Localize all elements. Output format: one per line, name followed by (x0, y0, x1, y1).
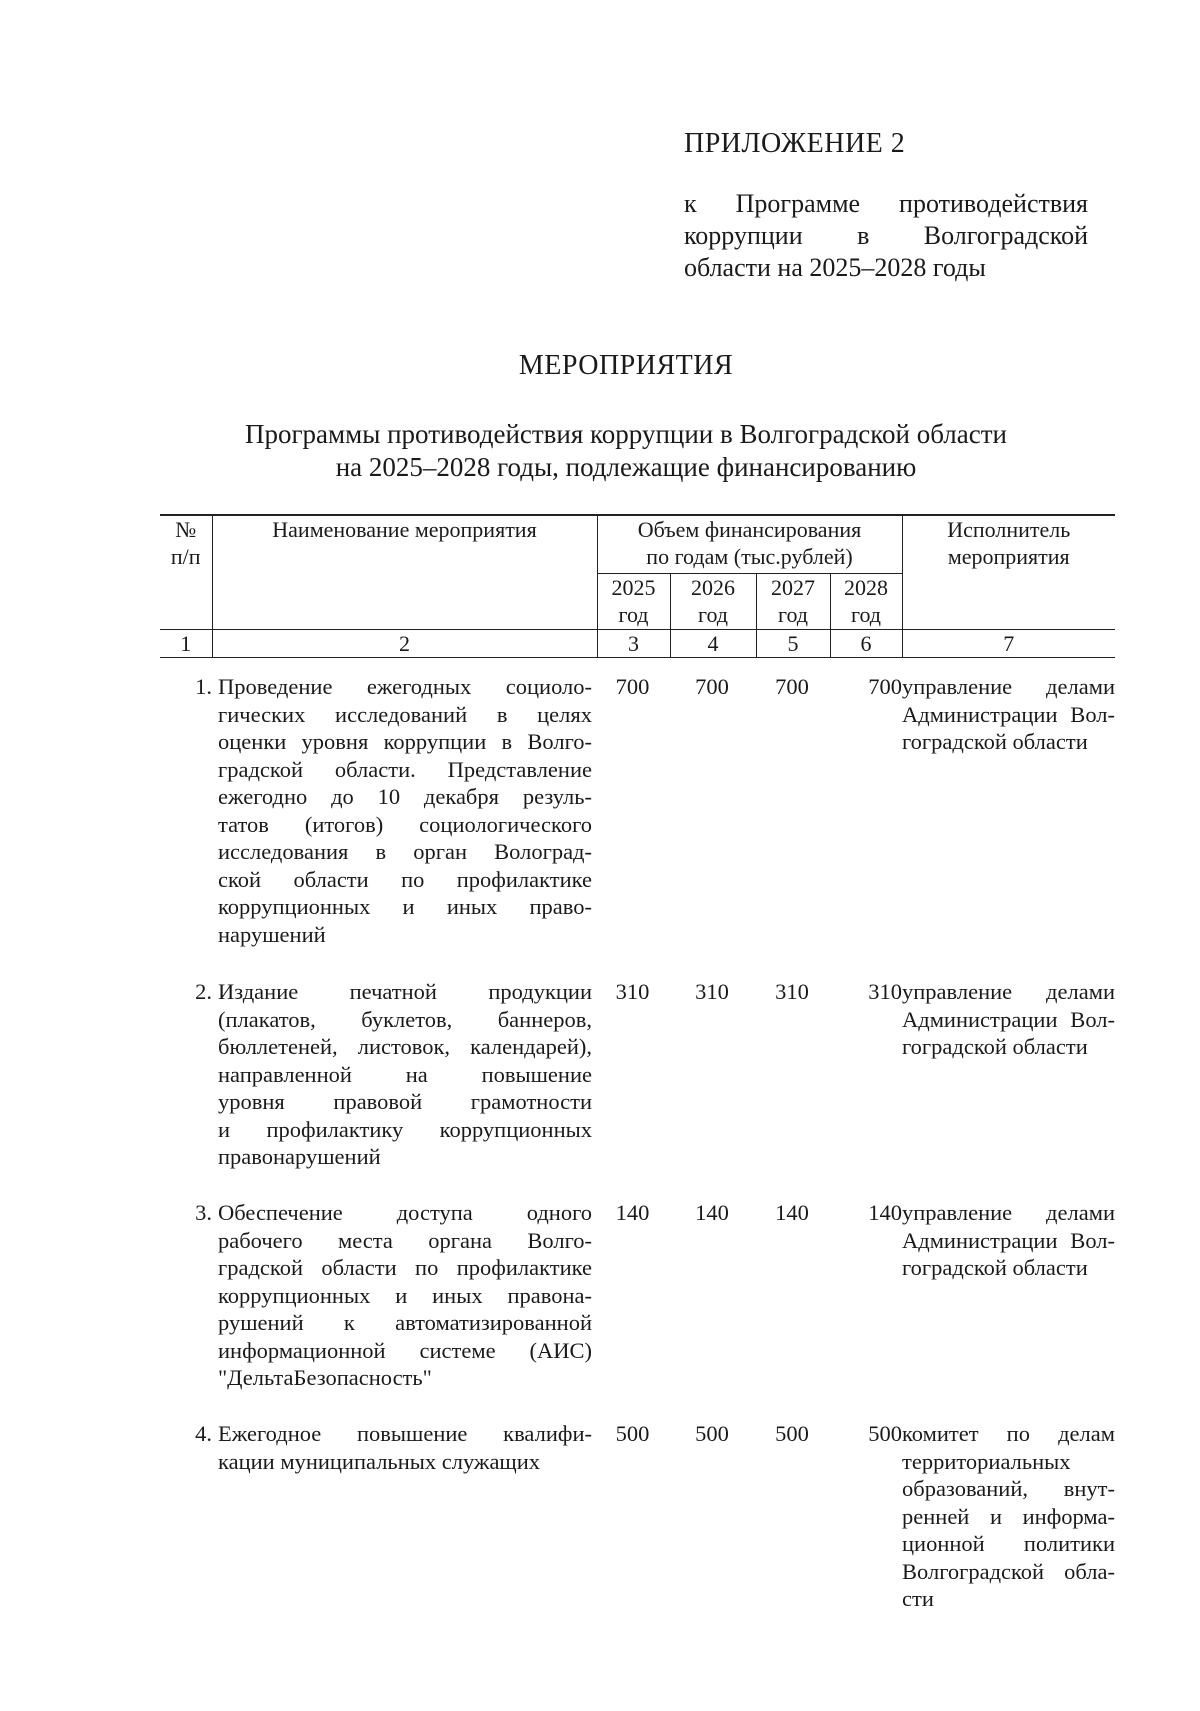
column-number: 4 (670, 629, 756, 657)
document-subtitle (0, 418, 1200, 484)
header-year-2028: 2028 год (830, 573, 902, 629)
row-name-line: нарушений (218, 921, 326, 947)
value-2028: 700 (868, 674, 902, 699)
row-executor-line: комитет по делам (902, 1421, 1115, 1446)
header-funding (597, 515, 902, 573)
appendix-subtitle (684, 188, 1088, 284)
row-executor-line: Администрации Вол- (902, 1227, 1115, 1253)
row-executor-line: Администрации Вол- (902, 701, 1115, 727)
row-name-line: кации муниципальных служащих (218, 1448, 541, 1474)
value-2026: 140 (695, 1200, 729, 1225)
row-name-line: градской области. Представление (218, 756, 592, 782)
row-name-line: коррупционных и иных правона- (218, 1282, 592, 1308)
value-2025: 700 (615, 674, 650, 699)
row-executor (902, 673, 1115, 756)
value-2027: 140 (775, 1200, 809, 1225)
row-name (218, 673, 592, 948)
row-name-line: градской области по профилактике (218, 1255, 592, 1280)
row-executor (902, 1420, 1115, 1613)
header-year-2026: 2026 год (670, 573, 756, 629)
header-year-2025: 2025 год (597, 573, 670, 629)
row-name-line: Проведение ежегодных социоло- (218, 674, 592, 699)
row-name-line: (плакатов, буклетов, баннеров, (218, 1006, 592, 1032)
row-name-line: исследования в орган Волоград- (218, 839, 592, 864)
table-header (160, 514, 1115, 658)
row-executor-line: управление делами (902, 1200, 1115, 1225)
row-number: 1. (195, 674, 212, 699)
row-name-line: информационной системе (АИС) (218, 1337, 592, 1363)
row-number: 3. (195, 1200, 212, 1225)
row-name-line: оценки уровня коррупции в Волго- (218, 729, 592, 754)
row-name-line: и профилактику коррупционных (218, 1116, 592, 1142)
appendix-line: коррупции в Волгоградской (684, 221, 1088, 250)
header-executor-line: мероприятия (947, 544, 1070, 569)
row-name-line: рабочего места органа Волго- (218, 1227, 592, 1253)
row-executor-line: ционной политики (902, 1531, 1115, 1556)
row-executor (902, 978, 1115, 1061)
header-executor (902, 515, 1115, 629)
header-year-2027: 2027 год (756, 573, 830, 629)
row-name-line: Издание печатной продукции (218, 979, 592, 1004)
row-number: 4. (195, 1421, 212, 1446)
row-name-line: ской области по профилактике (218, 866, 592, 892)
column-number: 2 (212, 629, 597, 657)
column-number: 7 (902, 629, 1115, 657)
header-funding-line: Объем финансирования (637, 517, 862, 542)
document-title: МЕРОПРИЯТИЯ (518, 350, 734, 381)
row-executor-line: Администрации Вол- (902, 1006, 1115, 1032)
appendix-title: ПРИЛОЖЕНИЕ 2 (684, 128, 906, 159)
header-executor-line: Исполнитель (947, 517, 1071, 542)
column-number: 6 (830, 629, 902, 657)
row-name-line: направленной на повышение (218, 1061, 592, 1087)
row-executor-line: ренней и информа- (902, 1503, 1115, 1529)
value-2025: 310 (615, 979, 650, 1004)
row-name-line: гических исследований в целях (218, 701, 592, 727)
column-number: 5 (756, 629, 830, 657)
row-name-line: правонарушений (218, 1144, 381, 1169)
row-name (218, 978, 592, 1171)
row-executor-line: гоградской области (902, 1034, 1088, 1059)
value-2027: 310 (775, 979, 809, 1004)
row-name-line: ежегодно до 10 декабря резуль- (218, 784, 592, 809)
value-2027: 700 (775, 674, 809, 699)
value-2028: 500 (868, 1421, 902, 1446)
row-name-line: татов (итогов) социологического (218, 811, 592, 837)
row-executor-line: управление делами (902, 674, 1115, 699)
value-2026: 700 (695, 674, 729, 699)
row-executor-line: гоградской области (902, 729, 1088, 754)
row-executor-line: территориальных (902, 1448, 1071, 1474)
row-executor-line: образований, внут- (902, 1476, 1115, 1501)
row-name-line: "ДельтаБезопасность" (218, 1365, 432, 1390)
row-name (218, 1199, 592, 1392)
value-2025: 500 (615, 1421, 650, 1446)
row-executor-line: Волгоградской обла- (902, 1558, 1115, 1584)
header-number-line: № (175, 517, 197, 542)
row-executor (902, 1199, 1115, 1282)
value-2026: 500 (695, 1421, 729, 1446)
value-2027: 500 (775, 1421, 809, 1446)
row-executor-line: сти (902, 1586, 934, 1611)
row-executor-line: гоградской области (902, 1255, 1088, 1280)
appendix-line: к Программе противодействия (684, 189, 1088, 218)
column-number: 1 (160, 629, 212, 657)
subtitle-line-2: на 2025–2028 годы, подлежащие финансированию (335, 452, 917, 482)
row-name-line: Обеспечение доступа одного (218, 1200, 592, 1225)
appendix-line: области на 2025–2028 годы (684, 253, 986, 282)
subtitle-line-1: Программы противодействия коррупции в Волгоградской области (244, 419, 1007, 449)
row-name-line: коррупционных и иных право- (218, 894, 592, 919)
value-2028: 140 (868, 1200, 902, 1225)
row-name-line: уровня правовой грамотности (218, 1089, 592, 1114)
row-name-line: бюллетеней, листовок, календарей), (218, 1034, 592, 1059)
row-executor-line: управление делами (902, 979, 1115, 1004)
header-funding-line: по годам (тыс.рублей) (646, 544, 853, 569)
row-name-line: Ежегодное повышение квалифи- (218, 1421, 592, 1446)
header-name: Наименование мероприятия (212, 515, 597, 629)
header-number (160, 515, 212, 629)
value-2026: 310 (695, 979, 729, 1004)
row-name (218, 1420, 592, 1475)
value-2025: 140 (615, 1200, 650, 1225)
row-name-line: рушений к автоматизированной (218, 1310, 592, 1335)
column-number: 3 (597, 629, 670, 657)
row-number: 2. (195, 979, 212, 1004)
value-2028: 310 (868, 979, 902, 1004)
header-number-line: п/п (170, 544, 201, 569)
